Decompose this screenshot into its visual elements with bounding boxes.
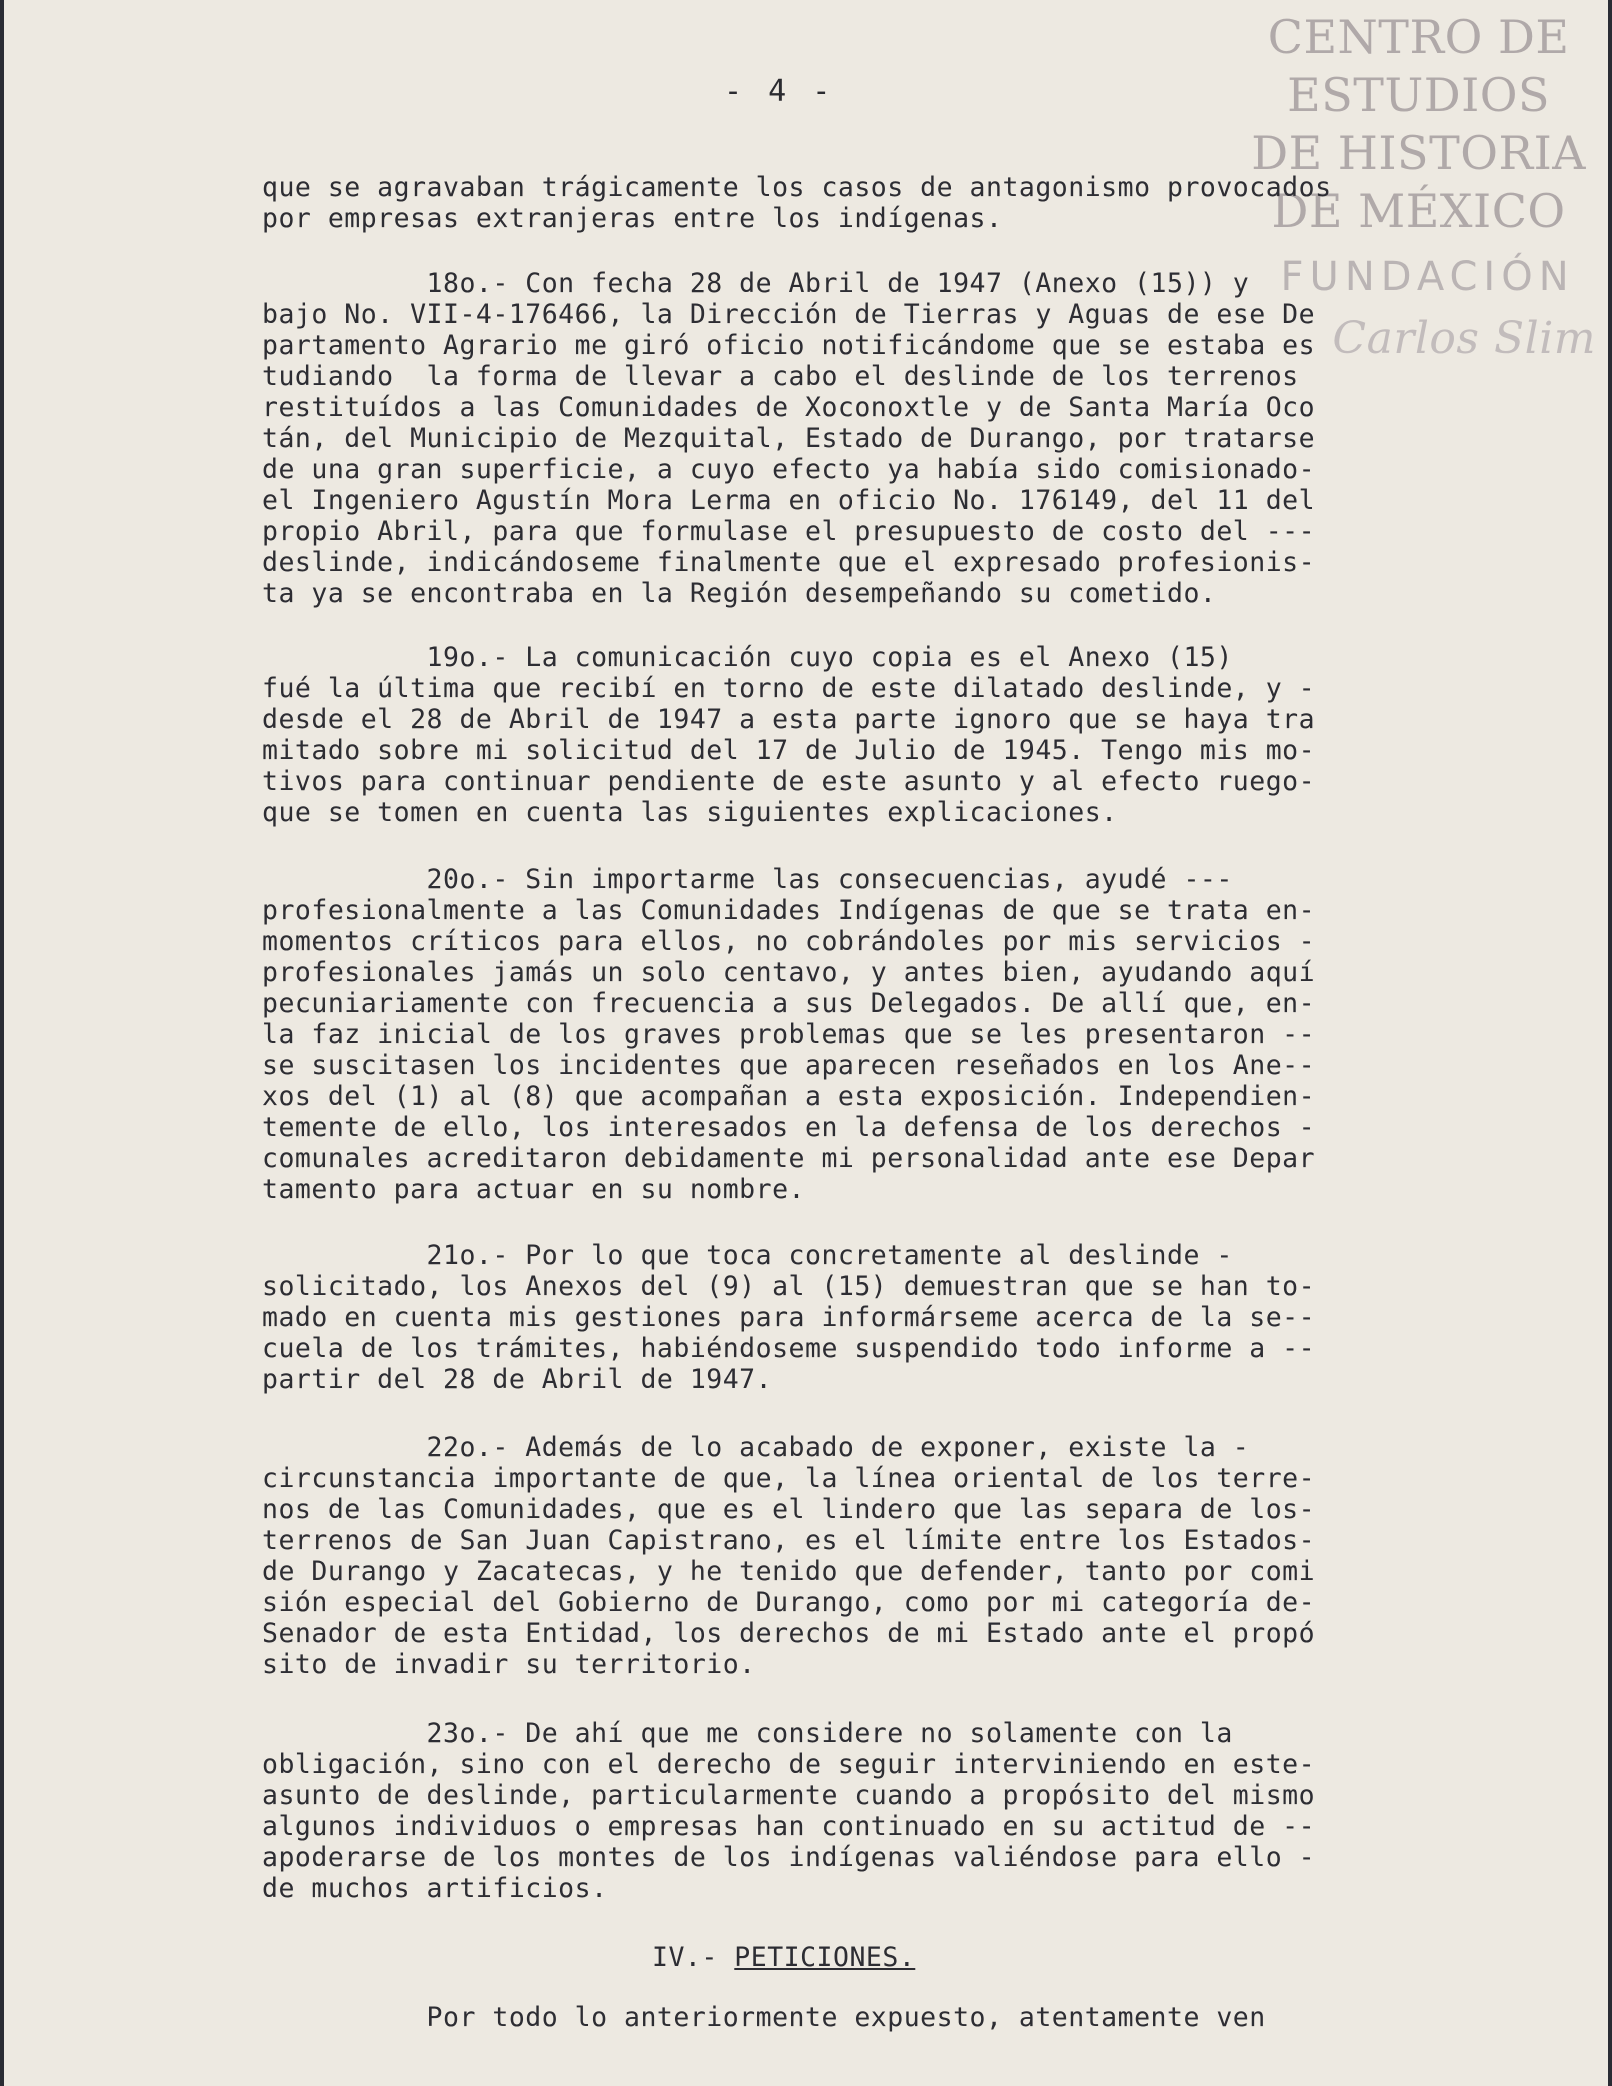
text-line: deslinde, indicándoseme finalmente que el expresado profesionis-	[262, 547, 1316, 578]
text-line: el Ingeniero Agustín Mora Lerma en oficio No. 176149, del 11 del	[262, 485, 1316, 516]
text-line: 23o.- De ahí que me considere no solamente con la	[262, 1718, 1233, 1749]
page-number: - 4 -	[724, 74, 835, 109]
watermark-line: CENTRO DE	[1267, 10, 1570, 64]
paragraph-23	[262, 1718, 1482, 1904]
text-line: 18o.- Con fecha 28 de Abril de 1947 (Anexo (15)) y	[262, 268, 1250, 299]
text-line: tivos para continuar pendiente de este asunto y al efecto ruego-	[262, 766, 1316, 797]
watermark-foundation: FUNDACIÓN	[1280, 254, 1575, 300]
text-line: tudiando la forma de llevar a cabo el deslinde de los terrenos	[262, 361, 1299, 392]
text-line: desde el 28 de Abril de 1947 a esta parte ignoro que se haya tra	[262, 704, 1316, 735]
text-line: partir del 28 de Abril de 1947.	[262, 1364, 773, 1395]
text-line: de Durango y Zacatecas, y he tenido que defender, tanto por comi	[262, 1556, 1316, 1587]
text-line: pecuniariamente con frecuencia a sus Delegados. De allí que, en-	[262, 988, 1316, 1019]
text-line: la faz inicial de los graves problemas que se les presentaron --	[262, 1019, 1316, 1050]
text-line: algunos individuos o empresas han continuado en su actitud de --	[262, 1811, 1316, 1842]
paragraph-22	[262, 1432, 1482, 1680]
text-line: profesionales jamás un solo centavo, y antes bien, ayudando aquí	[262, 957, 1316, 988]
paragraph-intro	[262, 172, 1482, 234]
text-line: se suscitasen los incidentes que aparecen reseñados en los Ane--	[262, 1050, 1316, 1081]
text-line: obligación, sino con el derecho de seguir interviniendo en este-	[262, 1749, 1316, 1780]
section-heading	[652, 1942, 1252, 1973]
watermark-line: DE MÉXICO	[1271, 184, 1566, 238]
text-line: sión especial del Gobierno de Durango, como por mi categoría de-	[262, 1587, 1316, 1618]
text-line: apoderarse de los montes de los indígenas valiéndose para ello -	[262, 1842, 1316, 1873]
text-line: cuela de los trámites, habiéndoseme suspendido todo informe a --	[262, 1333, 1316, 1364]
text-line: tamento para actuar en su nombre.	[262, 1174, 805, 1205]
document-page	[4, 0, 1608, 2086]
section-title: PETICIONES.	[734, 1942, 916, 1973]
text-line: bajo No. VII-4-176466, la Dirección de Tierras y Aguas de ese De	[262, 299, 1316, 330]
text-line: restituídos a las Comunidades de Xoconoxtle y de Santa María Oco	[262, 392, 1316, 423]
text-line: Senador de esta Entidad, los derechos de mi Estado ante el propó	[262, 1618, 1316, 1649]
text-line: que se tomen en cuenta las siguientes explicaciones.	[262, 797, 1118, 828]
text-line: ta ya se encontraba en la Región desempeñando su cometido.	[262, 578, 1217, 609]
watermark-line: DE HISTORIA	[1251, 126, 1586, 180]
paragraph-18	[262, 268, 1482, 609]
section-number: IV.-	[652, 1942, 735, 1973]
text-line: de muchos artificios.	[262, 1873, 608, 1904]
paragraph-20	[262, 864, 1482, 1205]
text-line: de una gran superficie, a cuyo efecto ya había sido comisionado-	[262, 454, 1316, 485]
closing-line	[262, 2002, 1482, 2033]
watermark-line: ESTUDIOS	[1287, 68, 1550, 122]
text-line: terrenos de San Juan Capistrano, es el límite entre los Estados-	[262, 1525, 1316, 1556]
text-line: por empresas extranjeras entre los indígenas.	[262, 203, 1003, 234]
text-line: 20o.- Sin importarme las consecuencias, ayudé ---	[262, 864, 1233, 895]
text-line: circunstancia importante de que, la línea oriental de los terre-	[262, 1463, 1316, 1494]
text-line: comunales acreditaron debidamente mi personalidad ante ese Depar	[262, 1143, 1316, 1174]
text-line: propio Abril, para que formulase el presupuesto de costo del ---	[262, 516, 1316, 547]
text-line: 19o.- La comunicación cuyo copia es el Anexo (15)	[262, 642, 1233, 673]
text-line: momentos críticos para ellos, no cobrándoles por mis servicios -	[262, 926, 1316, 957]
text-line: mado en cuenta mis gestiones para informárseme acerca de la se--	[262, 1302, 1316, 1333]
paragraph-19	[262, 642, 1482, 828]
text-line: profesionalmente a las Comunidades Indígenas de que se trata en-	[262, 895, 1316, 926]
text-line: xos del (1) al (8) que acompañan a esta exposición. Independien-	[262, 1081, 1316, 1112]
text-line: partamento Agrario me giró oficio notificándome que se estaba es	[262, 330, 1316, 361]
text-line: asunto de deslinde, particularmente cuando a propósito del mismo	[262, 1780, 1316, 1811]
text-line: tán, del Municipio de Mezquital, Estado de Durango, por tratarse	[262, 423, 1316, 454]
text-line: temente de ello, los interesados en la defensa de los derechos -	[262, 1112, 1316, 1143]
text-line: sito de invadir su territorio.	[262, 1649, 756, 1680]
text-line: nos de las Comunidades, que es el lindero que las separa de los-	[262, 1494, 1316, 1525]
text-line: 22o.- Además de lo acabado de exponer, existe la -	[262, 1432, 1250, 1463]
text-line: solicitado, los Anexos del (9) al (15) demuestran que se han to-	[262, 1271, 1316, 1302]
text-line: Por todo lo anteriormente expuesto, atentamente ven	[262, 2002, 1266, 2033]
text-line: 21o.- Por lo que toca concretamente al deslinde -	[262, 1240, 1233, 1271]
text-line: fué la última que recibí en torno de este dilatado deslinde, y -	[262, 673, 1316, 704]
paragraph-21	[262, 1240, 1482, 1395]
text-line: que se agravaban trágicamente los casos de antagonismo provocados	[262, 172, 1332, 203]
text-line: mitado sobre mi solicitud del 17 de Julio de 1945. Tengo mis mo-	[262, 735, 1316, 766]
watermark-signature: Carlos Slim	[1332, 313, 1596, 364]
